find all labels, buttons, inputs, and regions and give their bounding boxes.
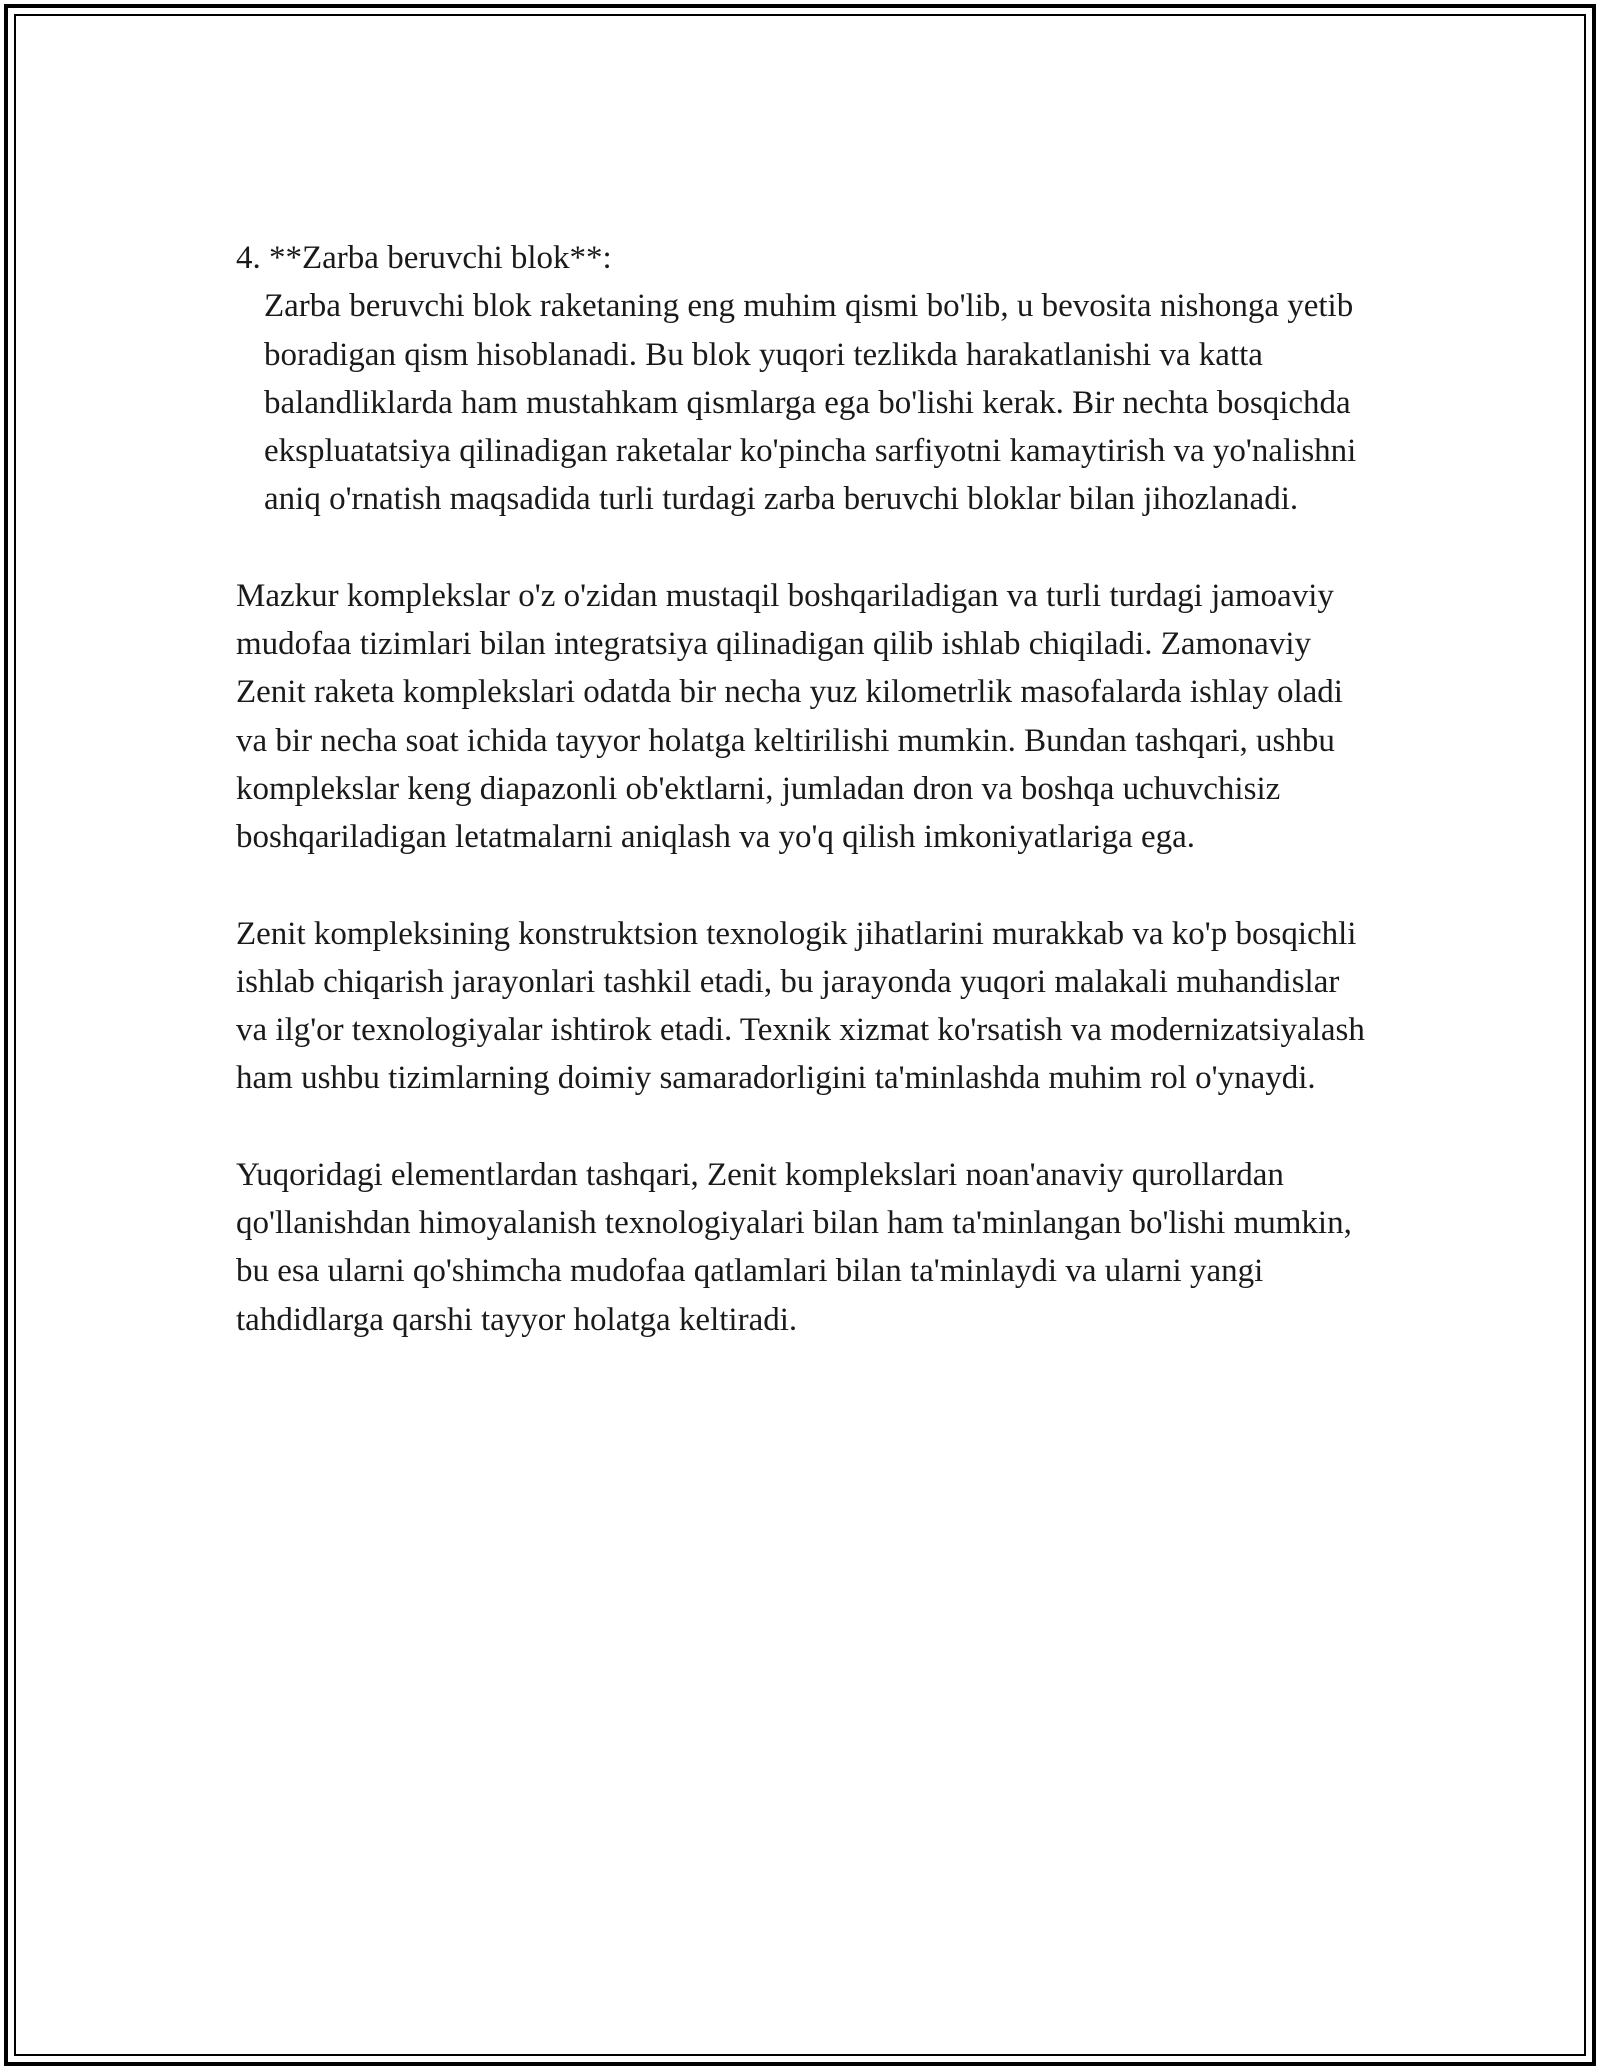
paragraph-4: Yuqoridagi elementlardan tashqari, Zenit komplekslari noan'anaviy qurollardan qo'llanishdan himoyalanish texnologiyalari bilan ham ta'minlangan bo'lishi mumkin, bu esa ularni qo'shimcha mudofaa qatlamlari bilan ta'minlaydi va ularni yangi tahdidlarga qarshi tayyor holatga keltiradi. [236,1156,1352,1338]
document-body [236,234,1376,1392]
section-heading: 4. **Zarba beruvchi blok**: [236,240,612,276]
paragraph-1: Zarba beruvchi blok raketaning eng muhim qismi bo'lib, u bevosita nishonga yetib boradigan qism hisoblanadi. Bu blok yuqori tezlikda harakatlanishi va katta balandliklarda ham mustahkam qismlarga ega bo'lishi kerak. Bir nechta bosqichda ekspluatatsiya qilinadigan raketalar ko'pincha sarfiyotni kamaytirish va yo'nalishni aniq o'rnatish maqsadida turli turdagi zarba beruvchi bloklar bilan jihozlanadi. [264,288,1357,518]
paragraph-3: Zenit kompleksining konstruktsion texnologik jihatlarini murakkab va ko'p bosqichli ishlab chiqarish jarayonlari tashkil etadi, bu jarayonda yuqori malakali muhandislar va ilg'or texnologiyalar ishtirok etadi. Texnik xizmat ko'rsatish va modernizatsiyalash ham ushbu tizimlarning doimiy samaradorligini ta'minlashda muhim rol o'ynaydi. [236,915,1365,1097]
paragraph-2: Mazkur komplekslar o'z o'zidan mustaqil boshqariladigan va turli turdagi jamoaviy mudofaa tizimlari bilan integratsiya qilinadigan qilib ishlab chiqiladi. Zamonaviy Zenit raketa komplekslari odatda bir necha yuz kilometrlik masofalarda ishlay oladi va bir necha soat ichida tayyor holatga keltirilishi mumkin. Bundan tashqari, ushbu komplekslar keng diapazonli ob'ektlarni, jumladan dron va boshqa uchuvchisiz boshqariladigan letatmalarni aniqlash va yo'q qilish imkoniyatlariga ega. [236,577,1343,856]
